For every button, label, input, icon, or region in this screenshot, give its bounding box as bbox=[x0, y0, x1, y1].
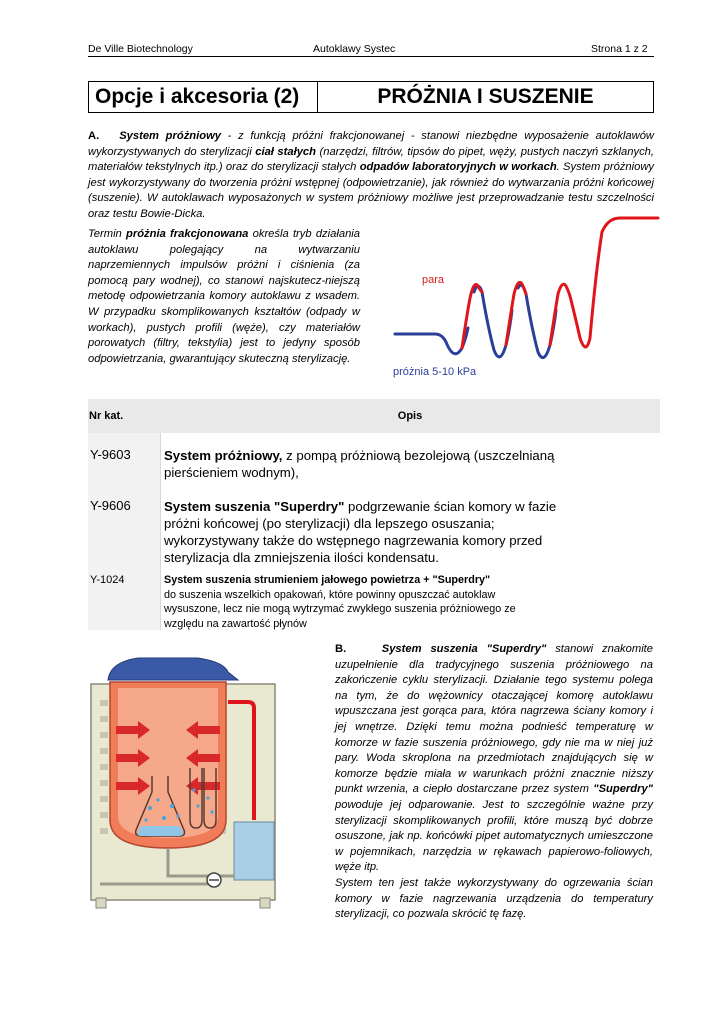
title-box bbox=[88, 81, 654, 113]
table-row-description bbox=[164, 447, 564, 481]
catalog-number: Y-1024 bbox=[90, 574, 125, 586]
condensate-tank bbox=[234, 822, 274, 880]
header-company: De Ville Biotechnology bbox=[88, 43, 193, 55]
termin-text: określa tryb działania autoklawu polegający na wytwarzaniu naprzemiennych impulsów próżni i ciśnienia (za pomocą pary wodnej), co stanowi najskutecz-niejszą metodę odpowietrzania komory autoklawu z wsadem. W przypadku skomplikowanych kształtów (odpady w workach), pustych profili (węże), czy materiałów porowatych (filtry, tekstylia) jest to jedyny sposób odpowietrzania, gwarantujący skuteczną sterylizację. bbox=[88, 228, 360, 365]
termin-bold: próżnia frakcjonowana bbox=[126, 228, 249, 240]
steam-curve bbox=[462, 218, 658, 348]
section-a-text: - z funkcją próżni frakcjonowanej - stanowi niezbędne wyposażenie autoklawów wykorzystywanych do sterylizacji bbox=[88, 130, 654, 158]
section-a-marker: A. bbox=[88, 130, 100, 142]
section-a-bold: ciał stałych bbox=[255, 145, 316, 158]
section-b-bold: "Superdry" bbox=[593, 783, 653, 796]
chamber-interior bbox=[118, 688, 218, 838]
section-a-text: . System próżniowy jest wykorzystywany do tworzenia próżni wstępnej (odpowietrzanie), jak również do wytwarzania próżni końcowej (suszenie). W autoklawach wyposażonych w system próżniowy możliwe jest przeprowadzanie testu szczelności oraz testu Bowie-Dicka. bbox=[88, 161, 654, 220]
vacuum-label: próżnia 5-10 kPa bbox=[393, 366, 477, 378]
catalog-number: Y-9603 bbox=[90, 447, 131, 462]
product-details: z pompą próżniową bezolejową (uszczelnianą pierścieniem wodnym), bbox=[164, 448, 555, 480]
catalog-table-header bbox=[88, 399, 660, 433]
section-a-bold: odpadów laboratoryjnych w workach bbox=[359, 161, 557, 174]
header-page-number: Strona 1 z 2 bbox=[591, 43, 648, 55]
section-b-text: System ten jest także wykorzystywany do ogrzewania ścian komory w fazie nagrzewania urządzenia do temperatury sterylizacji, co pozwala skrócić tę fazę. bbox=[335, 876, 653, 921]
product-details: podgrzewanie ścian komory w fazie próżni końcowej (po sterylizacji) dla lepszego osuszania; wykorzystywany także do wstępnego nagrzewania komory przed sterylizacja dla zmniejszenia ilości kondensatu. bbox=[164, 499, 557, 565]
column-header-catalog-number: Nr kat. bbox=[89, 410, 124, 422]
section-a-term: System próżniowy bbox=[119, 130, 221, 142]
autoclave-illustration bbox=[88, 640, 288, 912]
autoclave-foot bbox=[96, 898, 106, 908]
catalog-number: Y-9606 bbox=[90, 498, 131, 513]
section-b-text: powoduje jej odparowanie. Jest to szczególnie ważne przy sterylizacji skomplikowanych profili, które muszą być dobrze osuszone, jak np. końcówki pipet automatycznych umieszczone w pojemnikach, narzędzia w rękawach papierowo-foliowych, węże itp. bbox=[335, 798, 653, 874]
steam-label: para bbox=[422, 274, 445, 286]
product-details: do suszenia wszelkich opakowań, które powinny opuszczać autoklaw wysuszone, lecz nie mogą wytrzymać zwykłego suszenia próżniowego ze względu na zawartość płynów bbox=[164, 588, 516, 630]
section-b-paragraph bbox=[335, 642, 653, 923]
catalog-table-body bbox=[88, 433, 660, 630]
fractionated-vacuum-paragraph bbox=[88, 227, 360, 367]
section-b-marker: B. bbox=[335, 643, 347, 655]
autoclave-lid bbox=[108, 658, 238, 680]
page-title: Opcje i akcesoria (2) bbox=[89, 82, 318, 112]
header-divider bbox=[88, 56, 654, 57]
column-header-description: Opis bbox=[397, 410, 423, 422]
flask-liquid bbox=[138, 826, 184, 836]
section-b-term: System suszenia "Superdry" bbox=[381, 643, 547, 655]
section-a-paragraph bbox=[88, 129, 654, 223]
table-row-description bbox=[164, 498, 559, 566]
product-name: System próżniowy, bbox=[164, 448, 283, 463]
header-product: Autoklawy Systec bbox=[313, 43, 396, 55]
section-a-text: (narzędzi, filtrów, tipsów do pipet, węży, pustych naczyń szklanych, materiałów tekstylnych itp.) oraz do sterylizacji stałych bbox=[88, 145, 655, 174]
product-name: System suszenia strumieniem jałowego powietrza + "Superdry" bbox=[164, 574, 491, 586]
vacuum-curve bbox=[395, 285, 556, 358]
product-name: System suszenia "Superdry" bbox=[164, 499, 345, 514]
vacuum-pulse-diagram bbox=[390, 210, 660, 370]
section-title: PRÓŻNIA I SUSZENIE bbox=[377, 85, 594, 108]
table-row-description bbox=[164, 573, 554, 631]
autoclave-foot bbox=[260, 898, 270, 908]
section-b-text: stanowi znakomite uzupełnienie dla tradycyjnego suszenia próżniowego na zakończenie cyklu sterylizacji. Działanie tego systemu polega na tym, że do wężownicy otaczającej komorę autoklawu wpuszczana jest gorąca para, która nagrzewa ściany komory i jej wnętrze. Dzięki temu można podnieść temperaturę w komorze w fazie suszenia próżniowego, gdy nie ma w niej już pary. Woda skroplona na przedmiotach znajdujących się w komorze będzie miała w warunkach próżni znacznie niższy punkt wrzenia, a ciepło dostarczane przez system bbox=[335, 643, 654, 796]
termin-text: Termin bbox=[88, 228, 127, 240]
